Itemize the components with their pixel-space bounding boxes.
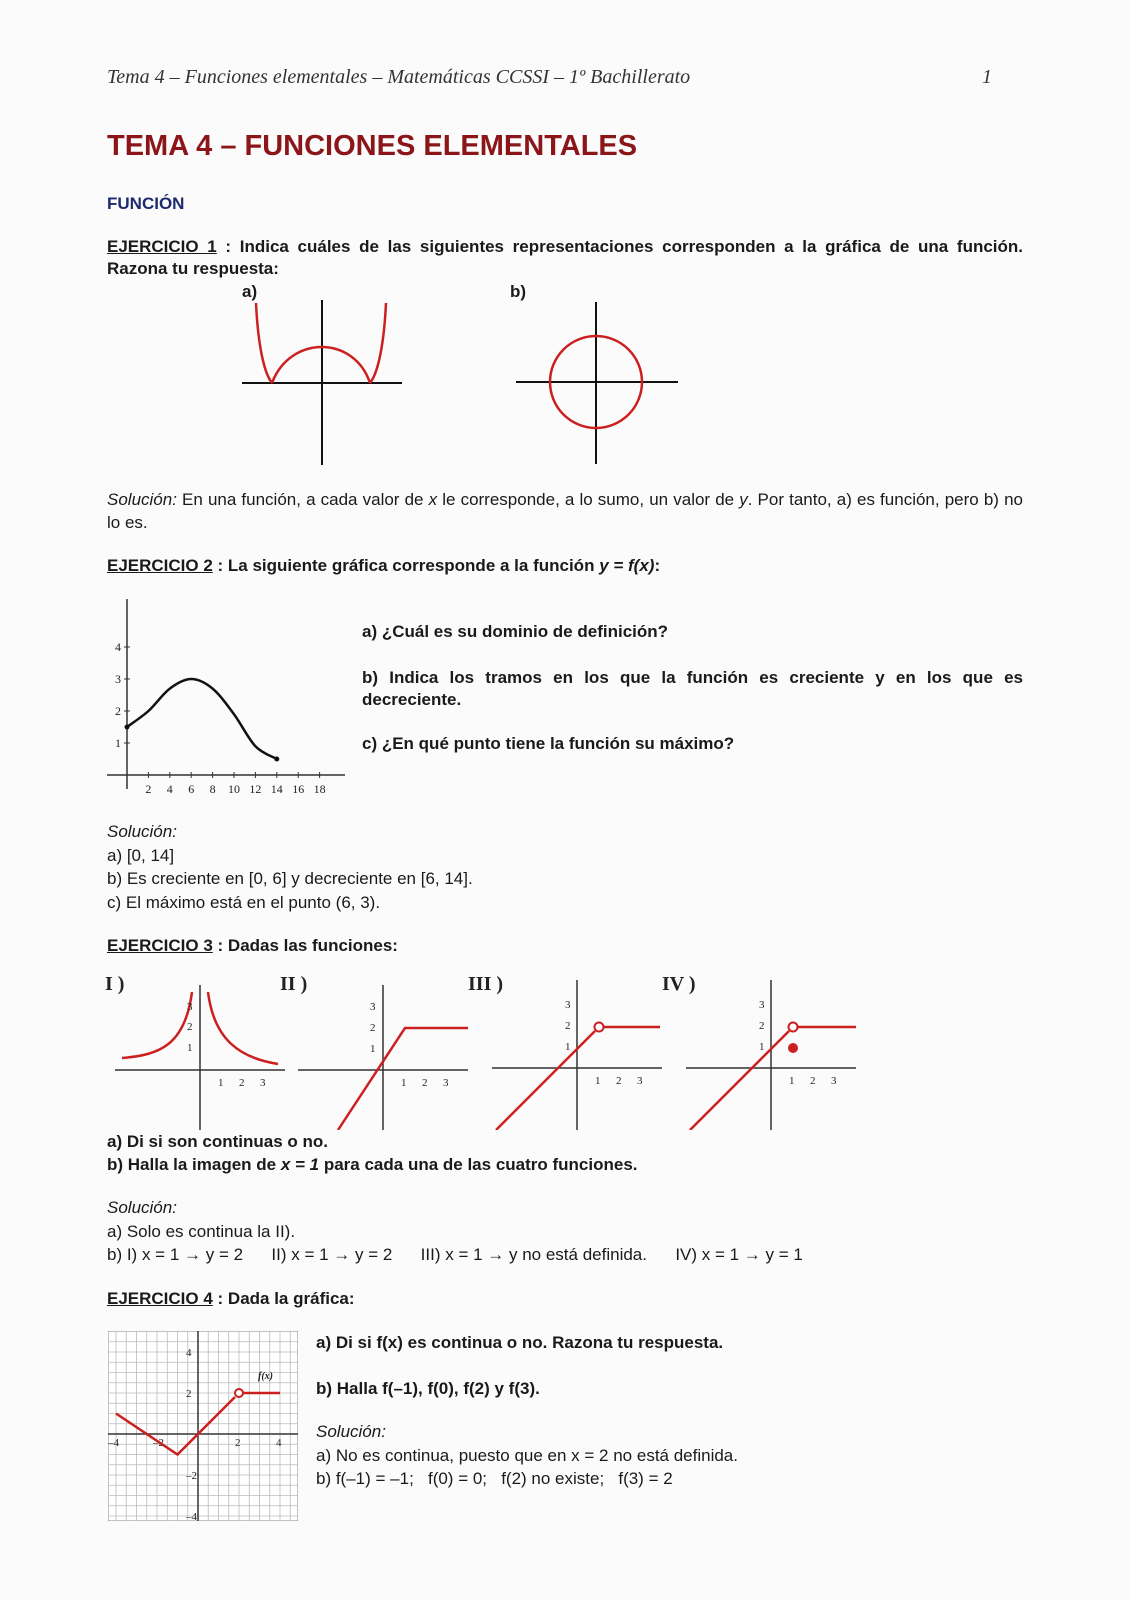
- ex3-qb-text-1: b) Halla la imagen de: [107, 1155, 281, 1174]
- ex3-label: EJERCICIO 3: [107, 936, 213, 955]
- ex4-statement: [107, 1289, 355, 1309]
- x-tick-label: 6: [188, 782, 195, 795]
- tick: 3: [759, 999, 765, 1011]
- tick: 1: [565, 1041, 571, 1053]
- ex3-question-a: a) Di si son continuas o no.: [107, 1132, 329, 1151]
- ex4-solution-b: b) f(–1) = –1; f(0) = 0; f(2) no existe; f(3) = 2: [316, 1469, 673, 1488]
- ex1-sol-text-1: En una función, a cada valor de: [176, 490, 429, 509]
- ex4-solution-a: a) No es continua, puesto que en x = 2 no está definida.: [316, 1446, 738, 1465]
- graph-2: [298, 985, 468, 1130]
- tick: 1: [759, 1041, 765, 1053]
- ex1-sol-text-2: le corresponde, a lo sumo, un valor de: [437, 490, 740, 509]
- open-point: [789, 1023, 798, 1032]
- page-number: 1: [982, 66, 992, 88]
- x-tick-label: 2: [235, 1437, 241, 1449]
- x-tick-label: 8: [209, 782, 216, 795]
- ex3-graphs: [100, 970, 860, 1130]
- ex2-question-c: c) ¿En qué punto tiene la función su máximo?: [362, 734, 735, 753]
- ex1-sol-x: x: [428, 490, 438, 509]
- x-tick-label: 2: [145, 782, 152, 795]
- y-tick-label: 3: [115, 672, 121, 686]
- tick: 2: [370, 1022, 376, 1034]
- ex3-qb-x: x = 1: [280, 1155, 320, 1174]
- graph-label-4: IV ): [662, 973, 696, 995]
- tick: 1: [218, 1077, 224, 1089]
- ex3-solution-a: a) Solo es continua la II).: [107, 1222, 296, 1241]
- open-point: [595, 1023, 604, 1032]
- ex1-statement: [107, 236, 1023, 280]
- curve-left-branch: [256, 303, 272, 383]
- y-tick-label: 4: [115, 640, 121, 654]
- section-heading: FUNCIÓN: [107, 194, 185, 213]
- tick: 1: [370, 1043, 376, 1055]
- y-tick-label: 4: [186, 1347, 192, 1359]
- tick: 3: [443, 1077, 449, 1089]
- graph-1: [115, 985, 285, 1130]
- tick: 2: [565, 1020, 571, 1032]
- tick: 2: [422, 1077, 428, 1089]
- ex3-text: : Dadas las funciones:: [212, 936, 398, 955]
- ex2-solution-a: a) [0, 14]: [107, 846, 175, 865]
- graph-function-label: f(x): [258, 1371, 273, 1382]
- tick: 3: [831, 1075, 837, 1087]
- function-line-left: [690, 1031, 789, 1130]
- tick: 1: [789, 1075, 795, 1087]
- graph-4: [686, 980, 856, 1130]
- ex3-solution-label: Solución:: [107, 1198, 177, 1217]
- tick: 2: [810, 1075, 816, 1087]
- ex1-solution: [107, 488, 1023, 534]
- curve-end-point: [274, 757, 279, 762]
- tick: 3: [260, 1077, 266, 1089]
- ex2-solution-label: Solución:: [107, 822, 177, 841]
- page-title: TEMA 4 – FUNCIONES ELEMENTALES: [107, 130, 638, 162]
- x-tick-label: –4: [108, 1437, 119, 1449]
- tick: 1: [595, 1075, 601, 1087]
- tick: 1: [187, 1042, 193, 1054]
- ex1-option-a: a): [242, 282, 258, 301]
- ex4-text: : Dada la gráfica:: [212, 1289, 355, 1308]
- tick: 2: [759, 1020, 765, 1032]
- ex2-graph: [105, 595, 355, 795]
- ex1-graph-b: [512, 300, 682, 465]
- ex4-question-b: b) Halla f(–1), f(0), f(2) y f(3).: [316, 1379, 540, 1398]
- y-tick-label: 2: [115, 704, 121, 718]
- ex2-func: y = f(x): [599, 556, 655, 575]
- ex1-sol-text-3: . Por tanto, a) es función, pero b) no lo es.: [107, 490, 1023, 532]
- tick: 3: [370, 1001, 376, 1013]
- ex2-solution-c: c) El máximo está en el punto (6, 3).: [107, 893, 381, 912]
- tick: 2: [187, 1021, 193, 1033]
- ex4-label: EJERCICIO 4: [107, 1289, 213, 1308]
- curve-right-branch: [370, 303, 386, 383]
- ex3-solution-b: b) I) x = 1 → y = 2 II) x = 1 → y = 2 III) x = 1 → y no está definida. IV) x = 1 → y = 1: [107, 1245, 803, 1264]
- y-tick-label: –4: [186, 1511, 197, 1521]
- ex2-statement: [107, 556, 660, 576]
- ex2-question-b: b) Indica los tramos en los que la función es creciente y en los que es decreciente.: [362, 668, 1023, 709]
- curve-start-point: [125, 725, 130, 730]
- ex3-qb-text-2: para cada una de las cuatro funciones.: [319, 1155, 638, 1174]
- running-header: Tema 4 – Funciones elementales – Matemáticas CCSSI – 1º Bachillerato: [107, 66, 691, 88]
- ex1-text: : Indica cuáles de las siguientes representaciones corresponden a la gráfica de una función. Razona tu respuesta:: [107, 237, 1024, 278]
- ex2-colon: :: [654, 556, 661, 575]
- tick: 2: [239, 1077, 245, 1089]
- ex3-question-b: [107, 1155, 638, 1175]
- ex2-solution-b: b) Es creciente en [0, 6] y decreciente en [6, 14].: [107, 869, 473, 888]
- ex1-option-b: b): [510, 282, 527, 301]
- graph-label-1: I ): [105, 973, 125, 995]
- ex1-sol-y: y: [739, 490, 748, 509]
- x-tick-label: 12: [249, 782, 262, 795]
- ex2-text: : La siguiente gráfica corresponde a la función: [212, 556, 600, 575]
- y-tick-label: 2: [186, 1388, 192, 1400]
- tick: 3: [637, 1075, 643, 1087]
- x-tick-label: 4: [166, 782, 173, 795]
- graph-label-3: III ): [468, 973, 504, 995]
- ex2-label: EJERCICIO 2: [107, 556, 213, 575]
- tick: 1: [401, 1077, 407, 1089]
- ex4-question-a: a) Di si f(x) es continua o no. Razona tu respuesta.: [316, 1333, 724, 1352]
- curve-right: [208, 992, 278, 1064]
- y-tick-label: 1: [115, 736, 121, 750]
- function-line-left: [496, 1031, 595, 1130]
- x-tick-label: 16: [292, 782, 305, 795]
- ex1-solution-label: Solución:: [107, 490, 177, 509]
- graph-label-2: II ): [280, 973, 308, 995]
- graph-3: [492, 980, 662, 1130]
- x-tick-label: 4: [276, 1437, 282, 1449]
- ex4-solution-label: Solución:: [316, 1422, 386, 1441]
- x-tick-label: –2: [153, 1437, 164, 1449]
- ex1-label: EJERCICIO 1: [107, 237, 217, 256]
- ex1-graph-a: [230, 295, 410, 465]
- filled-point: [788, 1043, 798, 1053]
- tick: 2: [616, 1075, 622, 1087]
- open-point: [235, 1389, 243, 1397]
- tick: 3: [565, 999, 571, 1011]
- ex2-question-a: a) ¿Cuál es su dominio de definición?: [362, 622, 669, 641]
- tick: 3: [187, 1001, 193, 1013]
- function-curve: [127, 679, 277, 759]
- ex4-graph: [108, 1331, 298, 1521]
- x-tick-label: 10: [228, 782, 240, 795]
- y-tick-label: –2: [186, 1470, 197, 1482]
- ex3-statement: [107, 936, 398, 956]
- x-tick-label: 18: [313, 782, 326, 795]
- curve-left: [122, 992, 192, 1058]
- x-tick-label: 14: [270, 782, 283, 795]
